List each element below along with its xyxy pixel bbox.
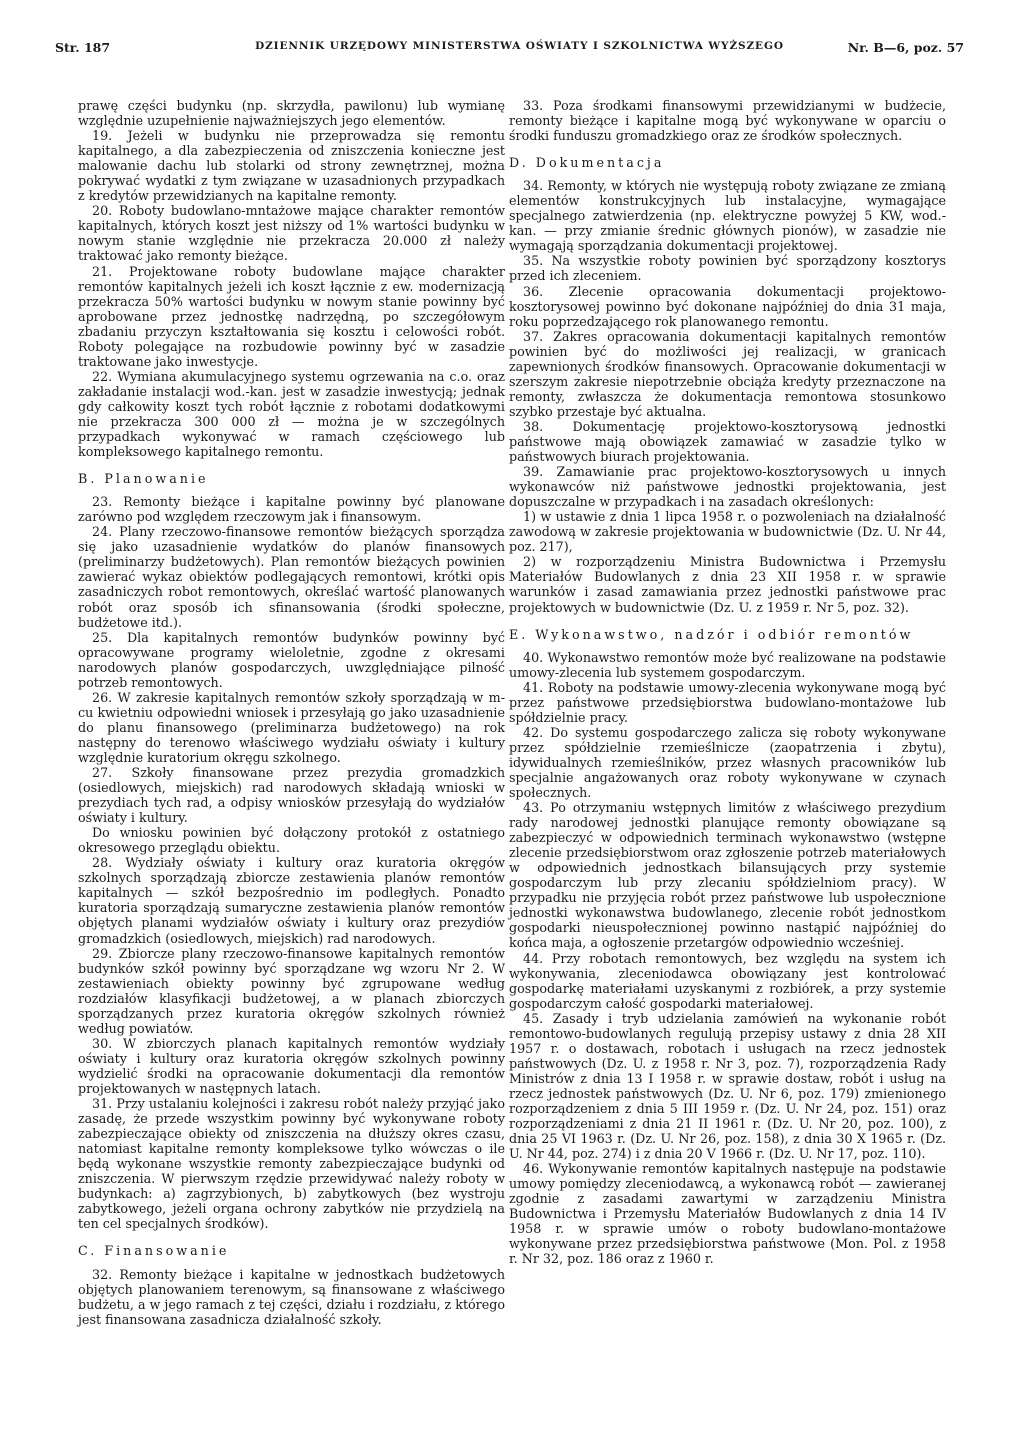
paragraph-44: 44. Przy robotach remontowych, bez względu na system ich wykonywania, zleceniodawca obowiązany jest kontrolować gospodarkę materiałami uzyskanymi z rozbiórek, a przy systemie gospodarczym całość gospodarki materiałowej.: [509, 950, 946, 1011]
paragraph-38: 38. Dokumentację projektowo-kosztorysową jednostki państwowe mają obowiązek zamawiać w zasadzie tylko w państwowych biurach projektowania.: [509, 418, 946, 465]
paragraph-27-note: Do wniosku powinien być dołączony protokół z ostatniego okresowego przeglądu obiektu.: [78, 825, 505, 856]
issue-number: Nr. B—6, poz. 57: [847, 40, 964, 55]
paragraph-33: 33. Poza środkami finansowymi przewidzianymi w budżecie, remonty bieżące i kapitalne mogą być wykonywane w oparciu o środki funduszu gromadzkiego oraz ze środków społecznych.: [509, 98, 946, 144]
paragraph-34: 34. Remonty, w których nie występują roboty związane ze zmianą elementów konstrukcyjnych lub instalacyjne, wymagające specjalnego zatwierdzenia (np. elektryczne powyżej 5 KW, wod.-kan. — przy zmianie średnic głównych pionów), w zasadzie nie wymagają sporządzania dokumentacji projektowej.: [509, 178, 946, 254]
paragraph-42: 42. Do systemu gospodarczego zalicza się roboty wykonywane przez spółdzielnie rzemieślnicze (zaopatrzenia i zbytu), idywidualnych rzemieślników, przez własnych pracowników lub specjalnie angażowanych oraz roboty wykonywane w czynach społecznych.: [509, 724, 946, 801]
paragraph-21: 21. Projektowane roboty budowlane mające charakter remontów kapitalnych jeżeli ich koszt łącznie z ew. modernizacją przekracza 50% wartości budynku w nowym stanie powinny być aprobowane przez jednostkę nadrzędną, po szczegółowym zbadaniu przyczyn kształtowania się kosztu i celowości robót. Roboty polegające na rozbudowie powinny być w zasadzie traktowane jako inwestycje.: [78, 263, 505, 369]
paragraph-23: 23. Remonty bieżące i kapitalne powinny być planowane zarówno pod względem rzeczowym jak i finansowym.: [78, 494, 505, 525]
left-column: [78, 98, 505, 1327]
paragraph-20: 20. Roboty budowlano-mntażowe mające charakter remontów kapitalnych, których koszt jest niższy od 1% wartości budynku w nowym stanie względnie nie przekracza 20.000 zł należy traktować jako remonty bieżące.: [78, 203, 505, 264]
paragraph-43: 43. Po otrzymaniu wstępnych limitów z właściwego prezydium rady narodowej jednostki planujące remonty obowiązane są zabezpieczyć w odpowiednich terminach wykonawstwo (wstępne zlecenie przedsiębiorstwom oraz zgłoszenie potrzeb materiałowych w odpowiednich jednostkach bilansujących przy systemie gospodarczym lub przy zlecaniu spółdzielniom pracy). W przypadku nie przyjęcia robót przez państwowe lub uspołecznione jednostki wykonawstwa budowlanego, zlecenie robót jednostkom gospodarki nieuspołecznionej powinno nastąpić najpóźniej do końca maja, a ogłoszenie przetargów odpowiednio wcześniej.: [509, 800, 946, 951]
paragraph-45: 45. Zasady i tryb udzielania zamówień na wykonanie robót remontowo-budowlanych regulują przepisy ustawy z dnia 28 XII 1957 r. o dostawach, robotach i usługach na rzecz jednostek państwowych (Dz. U. z 1958 r. Nr 3, poz. 7), rozporządzenia Rady Ministrów z dnia 13 I 1958 r. w sprawie dostaw, robót i usług na rzecz jednostek państwowych (Dz. U. Nr 6, poz. 179) zmienionego rozporządzeniem z dnia 5 III 1959 r. (Dz. U. Nr 24, poz. 151) oraz rozporządzeniami z dnia 21 II 1961 r. (Dz. U. Nr 20, poz. 100), z dnia 25 VI 1963 r. (Dz. U. Nr 26, poz. 158), z dnia 30 X 1965 r. (Dz. U. Nr 44, poz. 274) i z dnia 20 V 1966 r. (Dz. U. Nr 17, poz. 110).: [509, 1010, 946, 1162]
page-header: [55, 40, 964, 64]
paragraph-36: 36. Zlecenie opracowania dokumentacji projektowo-kosztorysowej powinno być dokonane najpóźniej do dnia 31 maja, roku poprzedzającego rok planowanego remontu.: [509, 283, 946, 329]
paragraph-39-item-2: 2) w rozporządzeniu Ministra Budownictwa i Przemysłu Materiałów Budowlanych z dnia 23 XII 1958 r. w sprawie warunków i zasad zamawiania przez jednostki państwowe prac projektowych w budownictwie (Dz. U. z 1959 r. Nr 5, poz. 32).: [509, 554, 946, 615]
right-column: [509, 98, 946, 1267]
journal-title: DZIENNIK URZĘDOWY MINISTERSTWA OŚWIATY I SZKOLNICTWA WYŻSZEGO: [255, 40, 784, 52]
page-number: Str. 187: [55, 40, 111, 55]
paragraph-40: 40. Wykonawstwo remontów może być realizowane na podstawie umowy-zlecenia lub systemem gospodarczym.: [509, 649, 946, 680]
paragraph-24: 24. Plany rzeczowo-finansowe remontów bieżących sporządza się jako uzasadnienie wydatków do planów finansowych (preliminarzy budżetowych). Plan remontów bieżących powinien zawierać wykaz obiektów podlegających remontowi, krótki opis zasadniczych robot remontowych, określać wartość planowanych robót oraz sposób ich sfinansowania (środki społeczne, budżetowe itd.).: [78, 524, 505, 630]
paragraph-35: 35. Na wszystkie roboty powinien być sporządzony kosztorys przed ich zleceniem.: [509, 253, 946, 284]
paragraph-46: 46. Wykonywanie remontów kapitalnych następuje na podstawie umowy pomiędzy zleceniodawcą, a wykonawcą robót — zawieranej zgodnie z zasadami zawartymi w zarządzeniu Ministra Budownictwa i Przemysłu Materiałów Budowlanych z dnia 14 IV 1958 r. w sprawie umów o roboty budowlano-montażowe wykonywane przez przedsiębiorstwa państwowe (Mon. Pol. z 1958 r. Nr 32, poz. 186 oraz z 1960 r.: [509, 1161, 946, 1267]
paragraph-28: 28. Wydziały oświaty i kultury oraz kuratoria okręgów szkolnych sporządzają zbiorcze zestawienia planów remontów kapitalnych — szkół bezpośrednio im podległych. Ponadto kuratoria sporządzają sumaryczne zestawienia planów remontów objętych planami wydziałów oświaty i kultury oraz prezydiów gromadzkich (osiedlowych, miejskich) rad narodowych.: [78, 855, 505, 946]
section-heading-e: E. Wykonawstwo, nadzór i odbiór remontów: [509, 626, 914, 642]
paragraph-41: 41. Roboty na podstawie umowy-zlecenia wykonywane mogą być przez państwowe przedsiębiorstwa budowlano-montażowe lub spółdzielnie pracy.: [509, 679, 946, 725]
paragraph-25: 25. Dla kapitalnych remontów budynków powinny być opracowywane programy wieloletnie, zgodne z okresami narodowych planów gospodarczych, uwzględniające pilność potrzeb remontowych.: [78, 629, 505, 690]
paragraph-32: 32. Remonty bieżące i kapitalne w jednostkach budżetowych objętych planowaniem terenowym, są finansowane z właściwego budżetu, a w jego ramach z tej części, działu i rozdziału, z którego jest finansowana zasadnicza działalność szkoły.: [78, 1266, 506, 1327]
paragraph-29: 29. Zbiorcze plany rzeczowo-finansowe kapitalnych remontów budynków szkół powinny być sporządzane wg wzoru Nr 2. W zestawieniach obiekty powinny być zgrupowane według rozdziałów klasyfikacji budżetowej, a w planach zbiorczych sporządzanych przez kuratoria okręgów szkolnych również według powiatów.: [78, 945, 505, 1036]
paragraph-39: 39. Zamawianie prac projektowo-kosztorysowych u innych wykonawców niż państwowe jednostki projektowania, jest dopuszczalne w przypadkach i na zasadach określonych:: [509, 464, 946, 510]
paragraph-37: 37. Zakres opracowania dokumentacji kapitalnych remontów powinien być do możliwości jej realizacji, w granicach zapewnionych środków finansowych. Opracowanie dokumentacji w szerszym zakresie niepotrzebnie obciąża kredyty przeznaczone na remonty, zwłaszcza że dokumentacja remontowa stosunkowo szybko przestaje być aktualna.: [509, 328, 946, 419]
paragraph-30: 30. W zbiorczych planach kapitalnych remontów wydziały oświaty i kultury oraz kuratoria okręgów szkolnych powinny wydzielić środki na opracowanie dokumentacji dla remontów projektowanych w następnych latach.: [78, 1035, 505, 1096]
section-heading-d: D. Dokumentacja: [509, 155, 665, 171]
paragraph-31: 31. Przy ustalaniu kolejności i zakresu robót należy przyjąć jako zasadę, że przede wszystkim powinny być wykonywane roboty zabezpieczające obiekty od zniszczenia na dłuższy okres czasu, natomiast kapitalne remonty kompleksowe tylko wówczas o ile będą wykonane wszystkie remonty zabezpieczające budynki od zniszczenia. W pierwszym rzędzie przewidywać należy roboty w budynkach: a) zagrzybionych, b) zabytkowych (bez wystroju zabytkowego, jeżeli organa ochrony zabytków nie przydzielą na ten cel specjalnych środków).: [78, 1096, 505, 1232]
paragraph-39-item-1: 1) w ustawie z dnia 1 lipca 1958 r. o pozwoleniach na działalność zawodową w zakresie projektowania w budownictwie (Dz. U. Nr 44, poz. 217),: [509, 509, 946, 555]
section-heading-c: C. Finansowanie: [78, 1243, 230, 1259]
paragraph-26: 26. W zakresie kapitalnych remontów szkoły sporządzają w m-cu kwietniu odpowiedni wniosek i przesyłają go jako uzasadnienie do planu finansowego (preliminarza budżetowego) na rok następny do terenowo właściwego wydziału oświaty i kultury względnie kuratorium okręgu szkolnego.: [78, 689, 505, 765]
paragraph-19: 19. Jeżeli w budynku nie przeprowadza się remontu kapitalnego, a dla zabezpieczenia od zniszczenia konieczne jest malowanie dachu lub stolarki od strony zewnętrznej, można pokrywać wydatki z tym związane w uzasadnionych przypadkach z kredytów przewidzianych na kapitalne remonty.: [78, 128, 505, 204]
paragraph-continuation: prawę części budynku (np. skrzydła, pawilonu) lub wymianę względnie uzupełnienie najważniejszych jego elementów.: [78, 98, 505, 129]
section-heading-b: B. Planowanie: [78, 471, 209, 487]
paragraph-22: 22. Wymiana akumulacyjnego systemu ogrzewania na c.o. oraz zakładanie instalacji wod.-kan. jest w zasadzie inwestycją; jednak gdy całkowity koszt tych robót łącznie z robotami dodatkowymi nie przekracza 300 000 zł — można je w szczególnych przypadkach wykonywać w ramach częściowego lub kompleksowego kapitalnego remontu.: [78, 368, 505, 460]
paragraph-27: 27. Szkoły finansowane przez prezydia gromadzkich (osiedlowych, miejskich) rad narodowych składają wnioski w prezydiach tych rad, a odpisy wniosków przesyłają do wydziałów oświaty i kultury.: [78, 765, 505, 826]
